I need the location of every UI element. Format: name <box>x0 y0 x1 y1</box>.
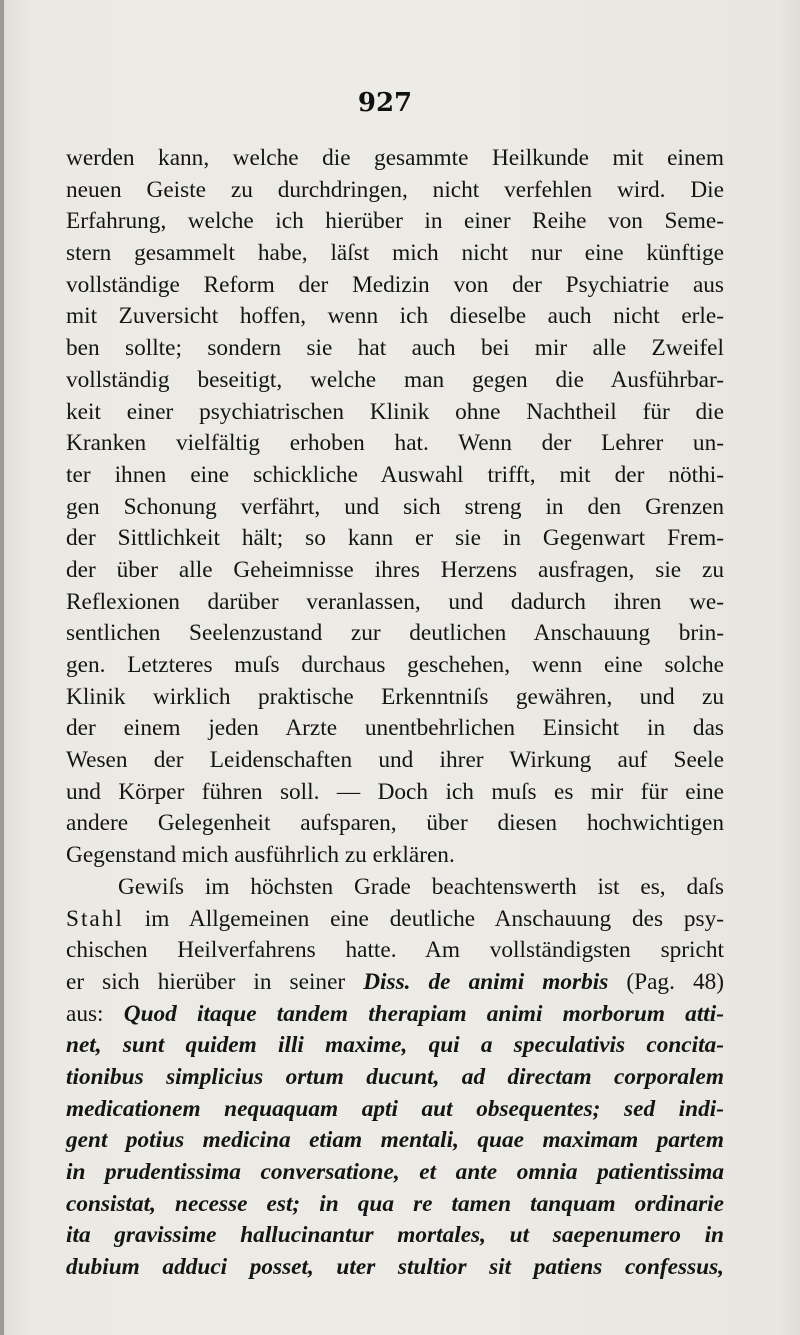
text-segment: aus: <box>66 1000 124 1027</box>
text-line: der über alle Geheimnisse ihres Herzens ausfragen, sie zu <box>66 556 724 583</box>
text-line: neuen Geiste zu durchdringen, nicht verfehlen wird. Die <box>66 176 724 203</box>
text-line: vollständig beseitigt, welche man gegen die Ausführbar- <box>66 366 724 393</box>
text-line: und Körper führen soll. — Doch ich muſs es mir für eine <box>66 778 724 805</box>
text-line: vollständige Reform der Medizin von der Psychiatrie aus <box>66 271 724 298</box>
text-line: consistat, necesse est; in qua re tamen tanquam ordinarie <box>66 1190 724 1217</box>
text-segment: Diss. de animi morbis <box>363 968 609 995</box>
text-line: dubium adduci posset, uter stultior sit patiens confessus, <box>66 1254 724 1281</box>
text-line: der einem jeden Arzte unentbehrlichen Einsicht in das <box>66 715 724 742</box>
text-line: Wesen der Leidenschaften und ihrer Wirkung auf Seele <box>66 747 724 774</box>
text-line: Gewiſs im höchsten Grade beachtenswerth ist es, daſs <box>118 873 724 900</box>
text-segment: (Pag. 48) <box>608 968 725 995</box>
text-segment: Stahl <box>66 905 124 932</box>
text-segment: Quod itaque tandem therapiam animi morborum atti- <box>123 1000 724 1027</box>
binding-gutter <box>0 0 4 1335</box>
text-line: gen. Letzteres muſs durchaus geschehen, wenn eine solche <box>66 652 724 678</box>
text-line <box>66 967 724 999</box>
text-line: keit einer psychiatrischen Klinik ohne Nachtheil für die <box>66 398 724 425</box>
text-segment: er sich hierüber in seiner <box>66 968 364 995</box>
text-line <box>66 904 724 936</box>
text-line: stern gesammelt habe, läſst mich nicht nur eine künftige <box>66 240 724 267</box>
text-line: ter ihnen eine schickliche Auswahl trifft, mit der nöthi- <box>66 461 724 488</box>
text-line: ben sollte; sondern sie hat auch bei mir alle Zweifel <box>66 335 724 362</box>
text-line: werden kann, welche die gesammte Heilkunde mit einem <box>66 145 724 171</box>
text-line: mit Zuversicht hoffen, wenn ich dieselbe auch nicht erle- <box>66 303 724 330</box>
text-line: gen Schonung verfährt, und sich streng in den Grenzen <box>66 493 724 520</box>
text-line <box>66 999 724 1031</box>
text-line: in prudentissima conversatione, et ante omnia patientissima <box>66 1159 724 1185</box>
text-line: Klinik wirklich praktische Erkenntniſs gewähren, und zu <box>66 683 724 710</box>
text-line: ita gravissime hallucinantur mortales, ut saepenumero in <box>66 1222 724 1249</box>
text-line: andere Gelegenheit aufsparen, über diesen hochwichtigen <box>66 810 724 837</box>
text-line: sentlichen Seelenzustand zur deutlichen Anschauung brin- <box>66 620 724 647</box>
text-line: Gegenstand mich ausführlich zu erklären. <box>66 842 455 869</box>
text-line: chischen Heilverfahrens hatte. Am vollständigsten spricht <box>66 937 724 964</box>
page-number: 927 <box>357 88 413 118</box>
text-line: gent potius medicina etiam mentali, quae maximam partem <box>66 1127 724 1154</box>
text-segment: im Allgemeinen eine deutliche Anschauung des psy- <box>123 905 724 932</box>
text-line: der Sittlichkeit hält; so kann er sie in Gegenwart Frem- <box>66 525 724 552</box>
text-line: Kranken vielfältig erhoben hat. Wenn der Lehrer un- <box>66 430 724 457</box>
text-line: Reflexionen darüber veranlassen, und dadurch ihren we- <box>66 588 724 615</box>
text-line: tionibus simplicius ortum ducunt, ad directam corporalem <box>66 1063 724 1090</box>
text-line: net, sunt quidem illi maxime, qui a speculativis concita- <box>66 1032 724 1059</box>
body-text <box>66 143 724 1284</box>
text-line: medicationem nequaquam apti aut obsequentes; sed indi- <box>66 1095 724 1122</box>
text-line: Erfahrung, welche ich hierüber in einer Reihe von Seme- <box>66 208 724 235</box>
